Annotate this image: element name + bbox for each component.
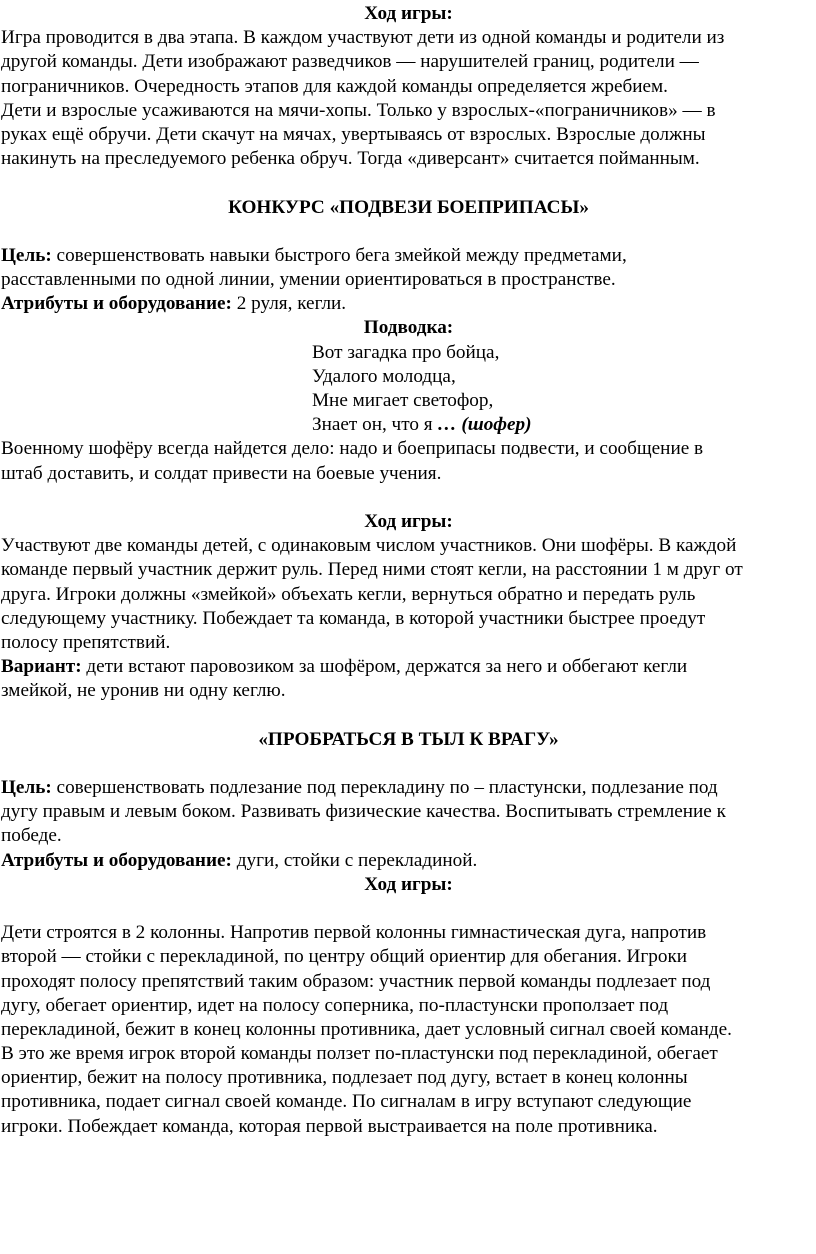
paragraph-line: второй — стойки с перекладиной, по центру общий ориентир для обегания. Игроки [1,946,688,968]
section1-heading: Ход игры: [364,3,453,24]
variant-label: Вариант: [1,656,82,678]
equipment-label: Атрибуты и оборудование: [1,293,232,315]
paragraph-line: накинуть на преследуемого ребенка обруч. Тогда «диверсант» считается пойманным. [1,148,700,170]
paragraph-line: Игра проводится в два этапа. В каждом участвуют дети из одной команды и родители из [1,27,725,49]
paragraph-line: Дети и взрослые усаживаются на мячи-хопы. Только у взрослых-«пограничников» — в [1,99,716,121]
goal-line: победе. [1,825,62,847]
equipment-text: 2 руля, кегли. [231,293,347,315]
paragraph-line: руках ещё обручи. Дети скачут на мячах, увертываясь от взрослых. Взрослые должны [1,123,706,145]
paragraph-line: проходят полосу препятствий таким образом: участник первой команды подлезает под [1,970,711,992]
paragraph-line: Участвуют две команды детей, с одинаковым числом участников. Они шофёры. В каждой [1,535,737,557]
goal-text: совершенствовать навыки быстрого бега змейкой между предметами, [51,244,627,266]
blank-line [0,897,816,921]
paragraph-line: команде первый участник держит руль. Перед ними стоят кегли, на расстоянии 1 м друг от [1,559,743,581]
goal-label: Цель: [1,777,52,798]
paragraph-line: другой команды. Дети изображают разведчиков — нарушителей границ, родители — [1,51,699,73]
goal-line: дугу правым и левым боком. Развивать физические качества. Воспитывать стремление к [1,801,726,823]
paragraph-line: следующему участнику. Побеждает та команда, в которой участники быстрее проедут [1,607,706,629]
paragraph-line: ориентир, бежит на полосу противника, подлезает под дугу, встает в конец колонны [1,1067,688,1089]
verse-line: Удалого молодца, [312,365,456,387]
paragraph-line: дугу, обегает ориентир, идет на полосу соперника, по-пластунски проползает под [1,994,669,1016]
paragraph-line: Дети строятся в 2 колонны. Напротив первой колонны гимнастическая дуга, напротив [1,922,707,944]
verse-text: Знает он, что я [312,414,438,436]
paragraph-line: полосу препятствий. [1,631,171,653]
goal-line [0,244,816,268]
verse-line-answer [0,413,816,437]
equipment-text: дуги, стойки с перекладиной. [231,849,478,871]
paragraph-line: Военному шофёру всегда найдется дело: надо и боеприпасы подвести, и сообщение в [1,438,704,460]
blank-line [0,703,816,727]
paragraph-line: друга. Игроки должны «змейкой» объехать кегли, вернуться обратно и передать руль [1,583,696,605]
paragraph-line: игроки. Побеждает команда, которая первой выстраивается на поле противника. [1,1115,658,1137]
paragraph-line: перекладиной, бежит в конец колонны противника, дает условный сигнал своей команде. [1,1018,732,1040]
riddle-answer: … (шофер) [437,414,532,436]
blank-line [0,220,816,244]
paragraph-line: штаб доставить, и солдат привести на боевые учения. [1,462,442,484]
paragraph-line: В это же время игрок второй команды ползет по-пластунски под перекладиной, обегает [1,1043,718,1065]
variant-text: дети встают паровозиком за шофёром, держатся за него и оббегают кегли [81,656,688,678]
goal-label: Цель: [1,244,52,266]
course-heading: Ход игры: [364,873,453,895]
paragraph-line: пограничников. Очередность этапов для каждой команды определяется жребием. [1,75,668,97]
blank-line [0,752,816,776]
goal-text: совершенствовать подлезание под перекладину по – пластунски, подлезание под [51,777,718,798]
goal-line [0,776,816,800]
verse-line: Мне мигает светофор, [312,390,494,411]
blank-line [0,171,816,195]
blank-line [0,486,816,510]
section3-title: «ПРОБРАТЬСЯ В ТЫЛ К ВРАГУ» [258,728,559,750]
goal-line: расставленными по одной линии, умении ориентироваться в пространстве. [1,269,616,291]
section2-title: КОНКУРС «ПОДВЕЗИ БОЕПРИПАСЫ» [228,196,589,218]
equipment-line [0,849,816,873]
variant-line: змейкой, не уронив ни одну кеглю. [1,680,286,702]
variant-line [0,655,816,679]
verse-line: Вот загадка про бойца, [312,341,500,363]
equipment-line [0,292,816,316]
equipment-label: Атрибуты и оборудование: [1,849,232,871]
intro-heading: Подводка: [363,317,454,339]
course-heading: Ход игры: [364,510,453,532]
paragraph-line: противника, подает сигнал своей команде. По сигналам в игру вступают следующие [1,1091,692,1113]
